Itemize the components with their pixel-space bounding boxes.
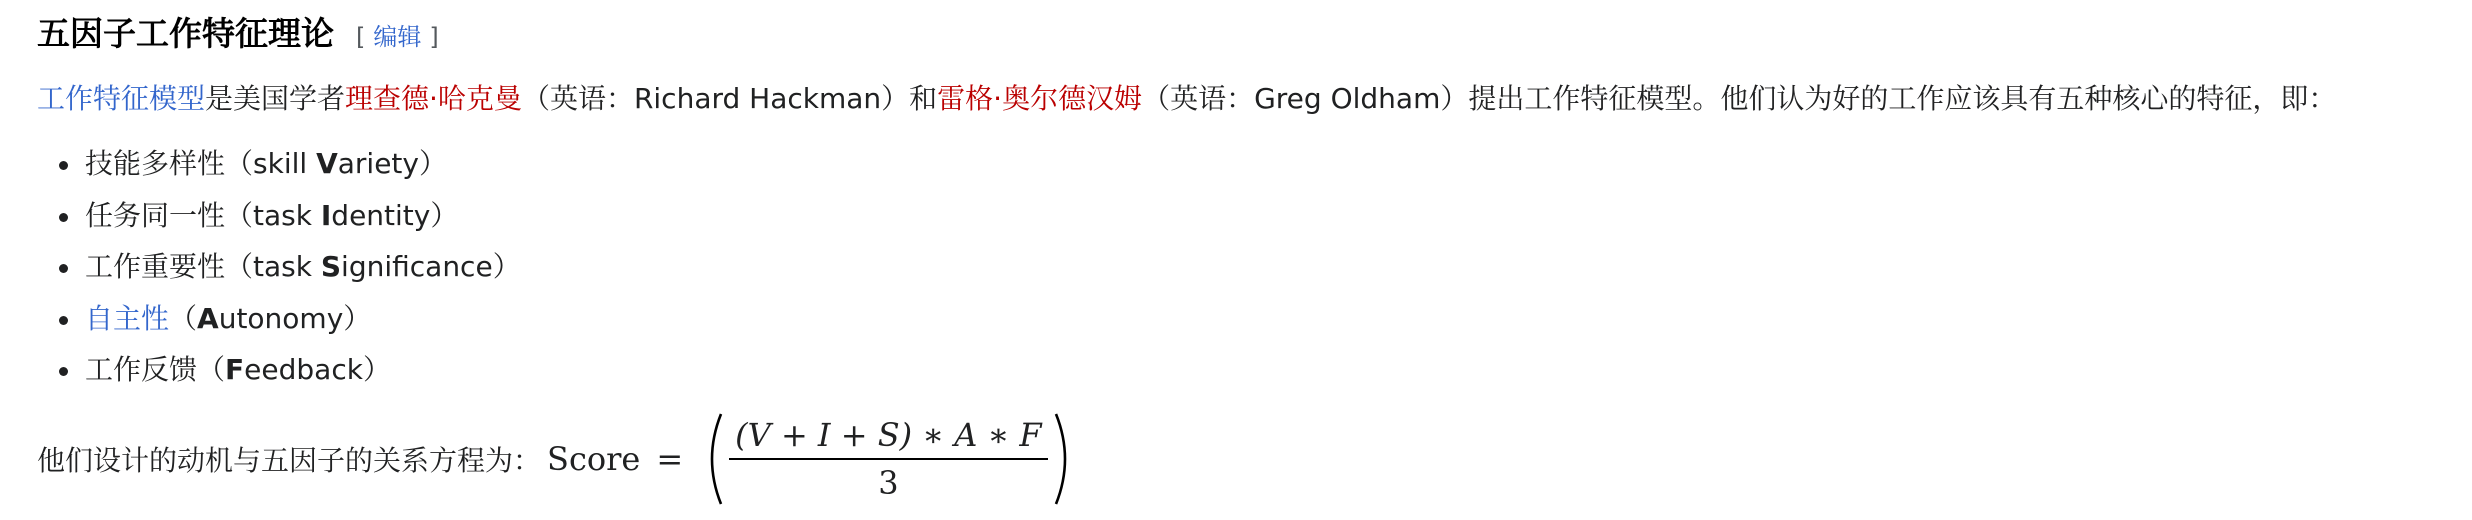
trait-english-rest: eedback	[244, 353, 363, 386]
trait-english-prefix: task	[253, 250, 321, 283]
greg-oldham-link[interactable]: 雷格·奥尔德汉姆	[937, 82, 1143, 115]
trait-name: 工作反馈	[85, 353, 198, 386]
trait-english-prefix: skill	[253, 147, 317, 180]
trait-name: 工作重要性	[85, 250, 226, 283]
paren-close: ）	[492, 250, 521, 283]
core-traits-list	[37, 138, 521, 396]
richard-hackman-link[interactable]: 理查德·哈克曼	[345, 82, 522, 115]
trait-name: 任务同一性	[85, 198, 226, 232]
trait-initial: F	[225, 353, 245, 386]
autonomy-link[interactable]: 自主性	[85, 301, 170, 335]
list-item-feedback	[37, 344, 521, 396]
trait-initial: A	[197, 301, 219, 335]
paren-open: （	[225, 198, 254, 232]
fraction	[729, 416, 1047, 502]
paren-open: （	[197, 353, 226, 386]
left-paren-icon	[699, 411, 725, 507]
formula-row	[37, 408, 1078, 510]
paren-close: ）	[362, 353, 391, 386]
fraction-numerator: (V + I + S) ∗ A ∗ F	[729, 416, 1047, 460]
trait-english-prefix: task	[253, 198, 321, 232]
equation-lhs: Score	[547, 440, 641, 478]
trait-initial: V	[316, 147, 338, 180]
paren-open: （	[225, 250, 254, 283]
trait-english-rest: ariety	[337, 147, 419, 180]
edit-bracket-open: [	[356, 23, 366, 51]
intro-text-1: 是美国学者	[205, 82, 346, 115]
equals-sign: =	[656, 440, 684, 478]
formula-label: 他们设计的动机与五因子的关系方程为：	[37, 444, 542, 477]
paren-close: ）	[418, 147, 447, 180]
list-item-skill-variety	[37, 138, 521, 190]
paren-open: （	[225, 147, 254, 180]
trait-english-rest: ignificance	[341, 250, 493, 283]
trait-initial: S	[320, 250, 342, 283]
intro-text-2: （英语：Richard Hackman）和	[521, 82, 938, 115]
edit-bracket-close: ]	[429, 23, 439, 51]
trait-english-rest: dentity	[331, 198, 431, 232]
trait-initial: I	[320, 198, 332, 232]
right-paren-icon	[1052, 411, 1078, 507]
paren-open: （	[169, 301, 198, 335]
section-title: 五因子工作特征理论	[37, 14, 334, 53]
score-equation	[547, 411, 1078, 507]
edit-link[interactable]: 编辑	[373, 23, 422, 51]
list-item-task-significance	[37, 241, 521, 293]
intro-text-3: （英语：Greg Oldham）提出工作特征模型。他们认为好的工作应该具有五种核心的特征，即：	[1142, 82, 2337, 115]
trait-name: 技能多样性	[85, 147, 226, 180]
job-characteristics-model-link[interactable]: 工作特征模型	[37, 82, 206, 115]
paren-close: ）	[430, 198, 459, 232]
fraction-denominator: 3	[878, 464, 899, 502]
edit-section-links	[356, 17, 439, 52]
section-heading-row	[37, 8, 439, 60]
intro-paragraph	[37, 76, 2336, 122]
paren-close: ）	[343, 301, 372, 335]
list-item-autonomy	[37, 293, 521, 345]
trait-english-rest: utonomy	[218, 301, 344, 335]
list-item-task-identity	[37, 190, 521, 242]
